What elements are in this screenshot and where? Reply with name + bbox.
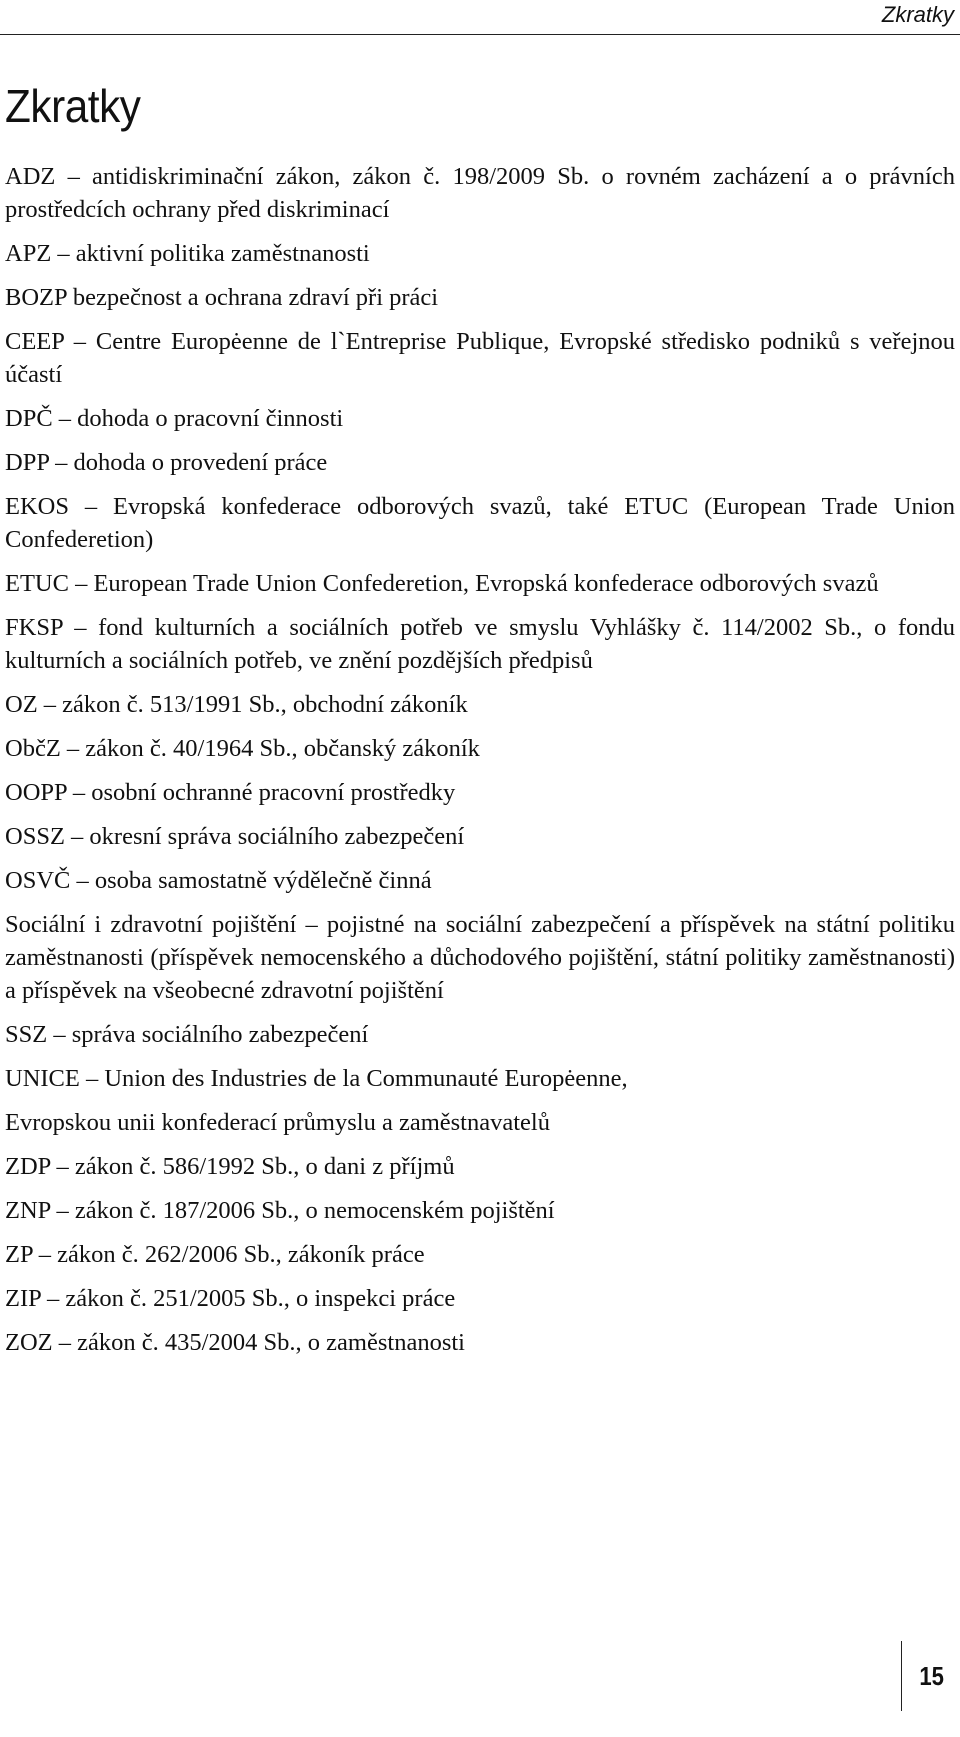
abbreviation-entry-zoz: ZOZ – zákon č. 435/2004 Sb., o zaměstnanosti bbox=[5, 1329, 465, 1356]
page-title: Zkratky bbox=[5, 80, 141, 132]
abbreviation-entry-dpc: DPČ – dohoda o pracovní činnosti bbox=[5, 405, 344, 432]
abbreviation-entry-apz: APZ – aktivní politika zaměstnanosti bbox=[5, 240, 370, 267]
abbreviation-entry-zp: ZP – zákon č. 262/2006 Sb., zákoník práce bbox=[5, 1241, 425, 1268]
abbreviation-entry-ceep: CEEP – Centre Europėenne de l`Entreprise Publique, Evropské středisko podniků s veřejnou účastí bbox=[5, 328, 955, 388]
abbreviation-entry-ekos: EKOS – Evropská konfederace odborových svazů, také ETUC (European Trade Union Confederetion) bbox=[5, 493, 955, 553]
abbreviation-entry-unice-cz: Evropskou unii konfederací průmyslu a zaměstnavatelů bbox=[5, 1109, 550, 1136]
abbreviation-entry-osvc: OSVČ – osoba samostatně výdělečně činná bbox=[5, 867, 432, 894]
abbreviation-entry-obcz: ObčZ – zákon č. 40/1964 Sb., občanský zákoník bbox=[5, 735, 480, 762]
abbreviation-entry-unice: UNICE – Union des Industries de la Communauté Europėenne, bbox=[5, 1065, 628, 1092]
abbreviation-entry-fksp: FKSP – fond kulturních a sociálních potřeb ve smyslu Vyhlášky č. 114/2002 Sb., o fondu kulturních a sociálních potřeb, ve znění pozdějších předpisů bbox=[5, 614, 955, 674]
abbreviation-entry-oz: OZ – zákon č. 513/1991 Sb., obchodní zákoník bbox=[5, 691, 468, 718]
abbreviation-entry-adz: ADZ – antidiskriminační zákon, zákon č. 198/2009 Sb. o rovném zacházení a o právních prostředcích ochrany před diskriminací bbox=[5, 163, 955, 223]
abbreviation-entry-ssz: SSZ – správa sociálního zabezpečení bbox=[5, 1021, 369, 1048]
abbreviation-entry-bozp: BOZP bezpečnost a ochrana zdraví při práci bbox=[5, 284, 439, 311]
running-header-title: Zkratky bbox=[881, 2, 954, 27]
abbreviation-entry-oopp: OOPP – osobní ochranné pracovní prostředky bbox=[5, 779, 456, 806]
abbreviation-entry-znp: ZNP – zákon č. 187/2006 Sb., o nemocenském pojištění bbox=[5, 1197, 555, 1224]
page-number: 15 bbox=[919, 1661, 944, 1691]
page-number-box bbox=[901, 1641, 960, 1711]
abbreviation-entry-etuc: ETUC – European Trade Union Confederetion, Evropská konfederace odborových svazů bbox=[5, 570, 879, 597]
abbreviation-entry-zdp: ZDP – zákon č. 586/1992 Sb., o dani z příjmů bbox=[5, 1153, 455, 1180]
abbreviation-entry-ossz: OSSZ – okresní správa sociálního zabezpečení bbox=[5, 823, 465, 850]
abbreviation-list bbox=[5, 160, 955, 1370]
running-header bbox=[0, 0, 960, 35]
abbreviation-entry-pojisteni: Sociální i zdravotní pojištění – pojistné na sociální zabezpečení a příspěvek na státní politiku zaměstnanosti (příspěvek nemocenského a důchodového pojištění, státní politiky zaměstnanosti) a příspěvek na všeobecné zdravotní pojištění bbox=[5, 911, 955, 1004]
abbreviation-entry-zip: ZIP – zákon č. 251/2005 Sb., o inspekci práce bbox=[5, 1285, 456, 1312]
abbreviation-entry-dpp: DPP – dohoda o provedení práce bbox=[5, 449, 328, 476]
